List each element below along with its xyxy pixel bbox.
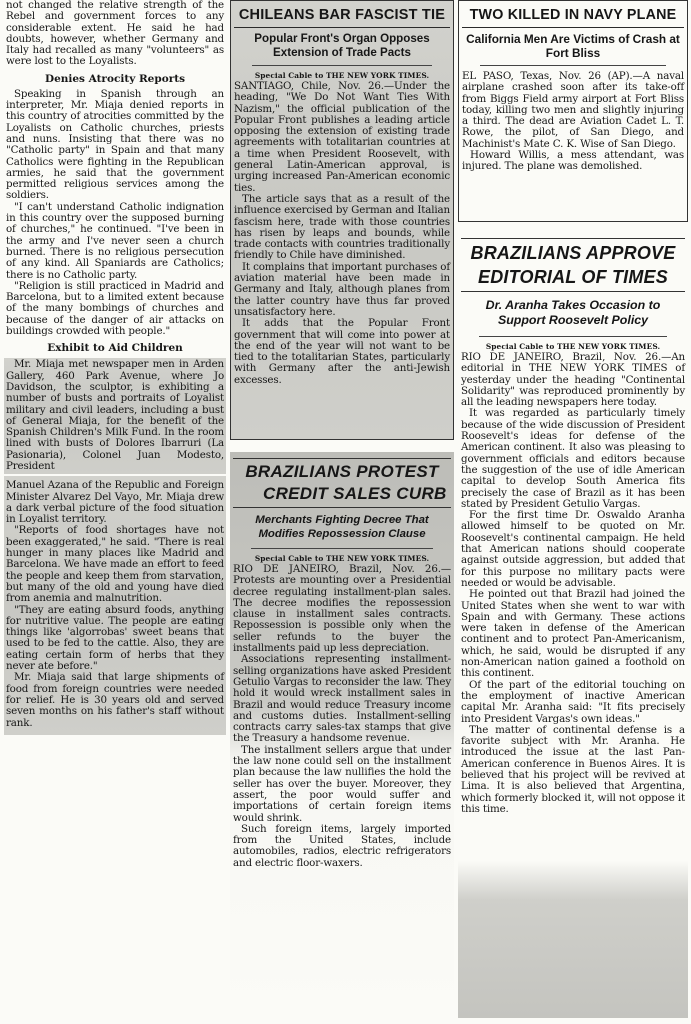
protest-headline-line1: BRAZILIANS PROTEST (245, 462, 439, 481)
protest-deck: Merchants Fighting Decree That Modifies Repossession Clause (255, 514, 429, 540)
protest-paragraph: RIO DE JANEIRO, Brazil, Nov. 26.—Protests are mounting over a Presidential decree regulating installment-plan sales. The decree modifies the repossession clause in installment sales contracts. Repossession is possible only when the seller refunds to the buyer the installments paid up less depreciation. (233, 563, 451, 655)
atrocity-paragraph: Speaking in Spanish through an interpreter, Mr. Miaja denied reports in this country of atrocities committed by the Loyalists on Catholic churches, priests and nuns. Insisting that there was no "Catholic party" in Spain and that many Catholics were fighting in the Republican armies, he said that the government permitted religious services among the soldiers. (6, 87, 224, 202)
chile-paragraph: It complains that important purchases of aviation material have been made in Germany and Italy, although planes from the latter country have thus far proved unsatisfactory here. (234, 260, 450, 318)
protest-headline-line2: CREDIT SALES CURB (263, 484, 447, 503)
headline-rule (461, 238, 685, 239)
deck-rule (252, 65, 432, 66)
miaja-continued-paragraph: Manuel Azana of the Republic and Foreign Minister Alvarez Del Vayo, Mr. Miaja drew a dark verbal picture of the food situation in Loyalist territory. (6, 479, 224, 526)
chile-headline: CHILEANS BAR FASCIST TIE (238, 7, 446, 23)
atrocity-paragraph: "I can't understand Catholic indignation in this country over the supposed burning of churches," he continued. "I've been in the army and I've never seen a church burned. There is no religious persecution of any kind. All Spaniards are Catholics; there is no Catholic party. (6, 200, 224, 281)
column-navy-and-editorial (458, 0, 688, 1020)
atrocity-paragraph: "Religion is still practiced in Madrid and Barcelona, but to a limited extent because of the many bombings of churches and because of the danger of air attacks on buildings crowded with people." (6, 279, 224, 338)
editorial-headline-line2: EDITORIAL OF TIMES (478, 267, 668, 287)
editorial-paragraph: Of the part of the editorial touching on the employment of inactive American capital Mr. Aranha said: "It fits precisely into President Vargas's own ideas." (461, 678, 685, 725)
chile-paragraph: SANTIAGO, Chile, Nov. 26.—Under the heading, "We Do Not Want Ties With Nazism," the official publication of the Popular Front publishes a leading article opposing the extension of existing trade agreements with totalitarian countries at a time when President Roosevelt, with general Latin-American approval, is urging increased Pan-American economic ties. (234, 80, 450, 194)
column-miaja-story (4, 0, 226, 870)
headline-rule (234, 27, 450, 28)
headline-rule (233, 458, 451, 459)
chile-article (230, 0, 454, 440)
column-latin-america (230, 0, 454, 1010)
editorial-article (458, 232, 688, 1018)
protest-paragraph: Associations representing installment-selling organizations have asked President Getulio Vargas to reconsider the law. They hold it would wreck installment sales in Brazil and would reduce Treasury income and customs duties. Installment-selling contracts carry sales-tax stamps that give the Treasury a handsome revenue. (233, 653, 451, 745)
chile-cable-credit: Special Cable to THE NEW YORK TIMES. (254, 71, 430, 80)
navy-paragraph: EL PASO, Texas, Nov. 26 (AP).—A naval airplane crashed soon after its take-off from Biggs Field army airport at Fort Bliss today, killing two men and slightly injuring a third. The dead are Aviation Cadet L. T. Rowe, the pilot, of San Diego, and Machinist's Mate C. K. Wise of San Diego. (462, 70, 684, 150)
protest-article (230, 452, 454, 1008)
subhead-atrocity: Denies Atrocity Reports (44, 72, 186, 85)
headline-rule (462, 27, 684, 28)
subhead-exhibit: Exhibit to Aid Children (47, 342, 183, 355)
chile-paragraph: The article says that as a result of the influence exercised by German and Italian fascism here, trade with those countries has risen by leaps and bounds, while trade contacts with countries traditionally friendly to Chile have diminished. (234, 192, 450, 262)
navy-deck: California Men Are Victims of Crash at Fort Bliss (466, 32, 680, 60)
editorial-headline-line1: BRAZILIANS APPROVE (470, 243, 676, 263)
headline-rule (233, 507, 451, 508)
headline-rule (461, 291, 685, 292)
editorial-paragraph: RIO DE JANEIRO, Brazil, Nov. 26.—An editorial in THE NEW YORK TIMES of yesterday under the heading "Continental Solidarity" was reproduced prominently by all the leading newspapers here today. (461, 351, 685, 409)
editorial-paragraph: He pointed out that Brazil had joined the United States when she went to war with Spain and with Germany. These actions were taken in defense of the American continent and to protect Pan-Americanism, which, he said, would be disrupted if any non-American nation gained a foothold on this continent. (461, 588, 685, 680)
deck-rule (480, 65, 666, 66)
exhibit-paragraph: Mr. Miaja met newspaper men in Arden Gallery, 460 Park Avenue, where Jo Davidson, the sculptor, is exhibiting a number of busts and portraits of Loyalist military and civil leaders, including a bust of General Miaja, for the benefit of the Spanish Children's Milk Fund. In the room lined with busts of Dolores Ibarruri (La Pasionaria), Colonel Juan Modesto, President (6, 358, 224, 472)
protest-cable-credit: Special Cable to THE NEW YORK TIMES. (254, 554, 430, 563)
editorial-paragraph: For the first time Dr. Oswaldo Aranha allowed himself to be quoted on Mr. Roosevelt's continental campaign. He held that American nations should cooperate against outside aggression, but added that for this purpose no military pacts were needed or would be advisable. (461, 509, 685, 589)
navy-headline: TWO KILLED IN NAVY PLANE (469, 7, 677, 23)
editorial-cable-credit: Special Cable to THE NEW YORK TIMES. (485, 342, 661, 351)
miaja-continued-paragraph: "They are eating absurd foods, anything for nutritive value. The people are eating things like 'algorrobas' sweet beans that used to be fed to the cattle. Also, they are eating certain form of herbs that they never ate before." (6, 603, 224, 673)
deck-rule (251, 548, 433, 549)
deck-rule (479, 336, 667, 337)
miaja-continued-paragraph: Mr. Miaja said that large shipments of food from foreign countries were needed for relief. He is 30 years old and served seven months on his father's staff without rank. (6, 671, 224, 729)
chile-deck: Popular Front's Organ Opposes Extension of Trade Pacts (254, 32, 430, 59)
editorial-paragraph: The matter of continental defense is a favorite subject with Mr. Aranha. He introduced the issue at the last Pan-American conference in Buenos Aires. It is believed that his project will be revived at Lima. It is also believed that Argentina, which formerly blocked it, will not oppose it this time. (461, 723, 685, 815)
miaja-continued-paragraph: "Reports of food shortages have not been exaggerated," he said. "There is real hunger in many places like Madrid and Barcelona. We have made an effort to feed the people and keep them from starvation, but many of the old and young have died from anemia and malnutrition. (6, 524, 224, 605)
editorial-deck: Dr. Aranha Takes Occasion to Support Roosevelt Policy (485, 298, 661, 327)
chile-paragraph: It adds that the Popular Front government that will come into power at the end of the year will not want to be tied to the totalitarian States, particularly with Germany after the anti-Jewish excesses. (234, 317, 450, 386)
navy-paragraph: Howard Willis, a mess attendant, was injured. The plane was demolished. (462, 149, 684, 173)
miaja-top-paragraph: not changed the relative strength of the Rebel and government forces to any considerable extent. He said he had doubts, however, whether Germany and Italy had recalled as many "volunteers" as were lost to the Loyalists. (6, 0, 224, 68)
navy-plane-article (458, 0, 688, 222)
protest-paragraph: The installment sellers argue that under the law none could sell on the installment plan because the law nullifies the hold the seller has over the buyer. Moreover, they assert, the poor would suffer and importations of certain foreign items would shrink. (233, 743, 451, 824)
editorial-paragraph: It was regarded as particularly timely because of the wide discussion of President Roosevelt's ideas for defense of the American continent. It also was pleasing to government officials and editors because the suggestion of the use of idle American capital to develop South America fits precisely the case of Brazil as it has been stated by President Getulio Vargas. (461, 407, 685, 510)
protest-paragraph: Such foreign items, largely imported from the United States, include automobiles, radios, electric refrigerators and electric floor-waxers. (233, 822, 451, 869)
